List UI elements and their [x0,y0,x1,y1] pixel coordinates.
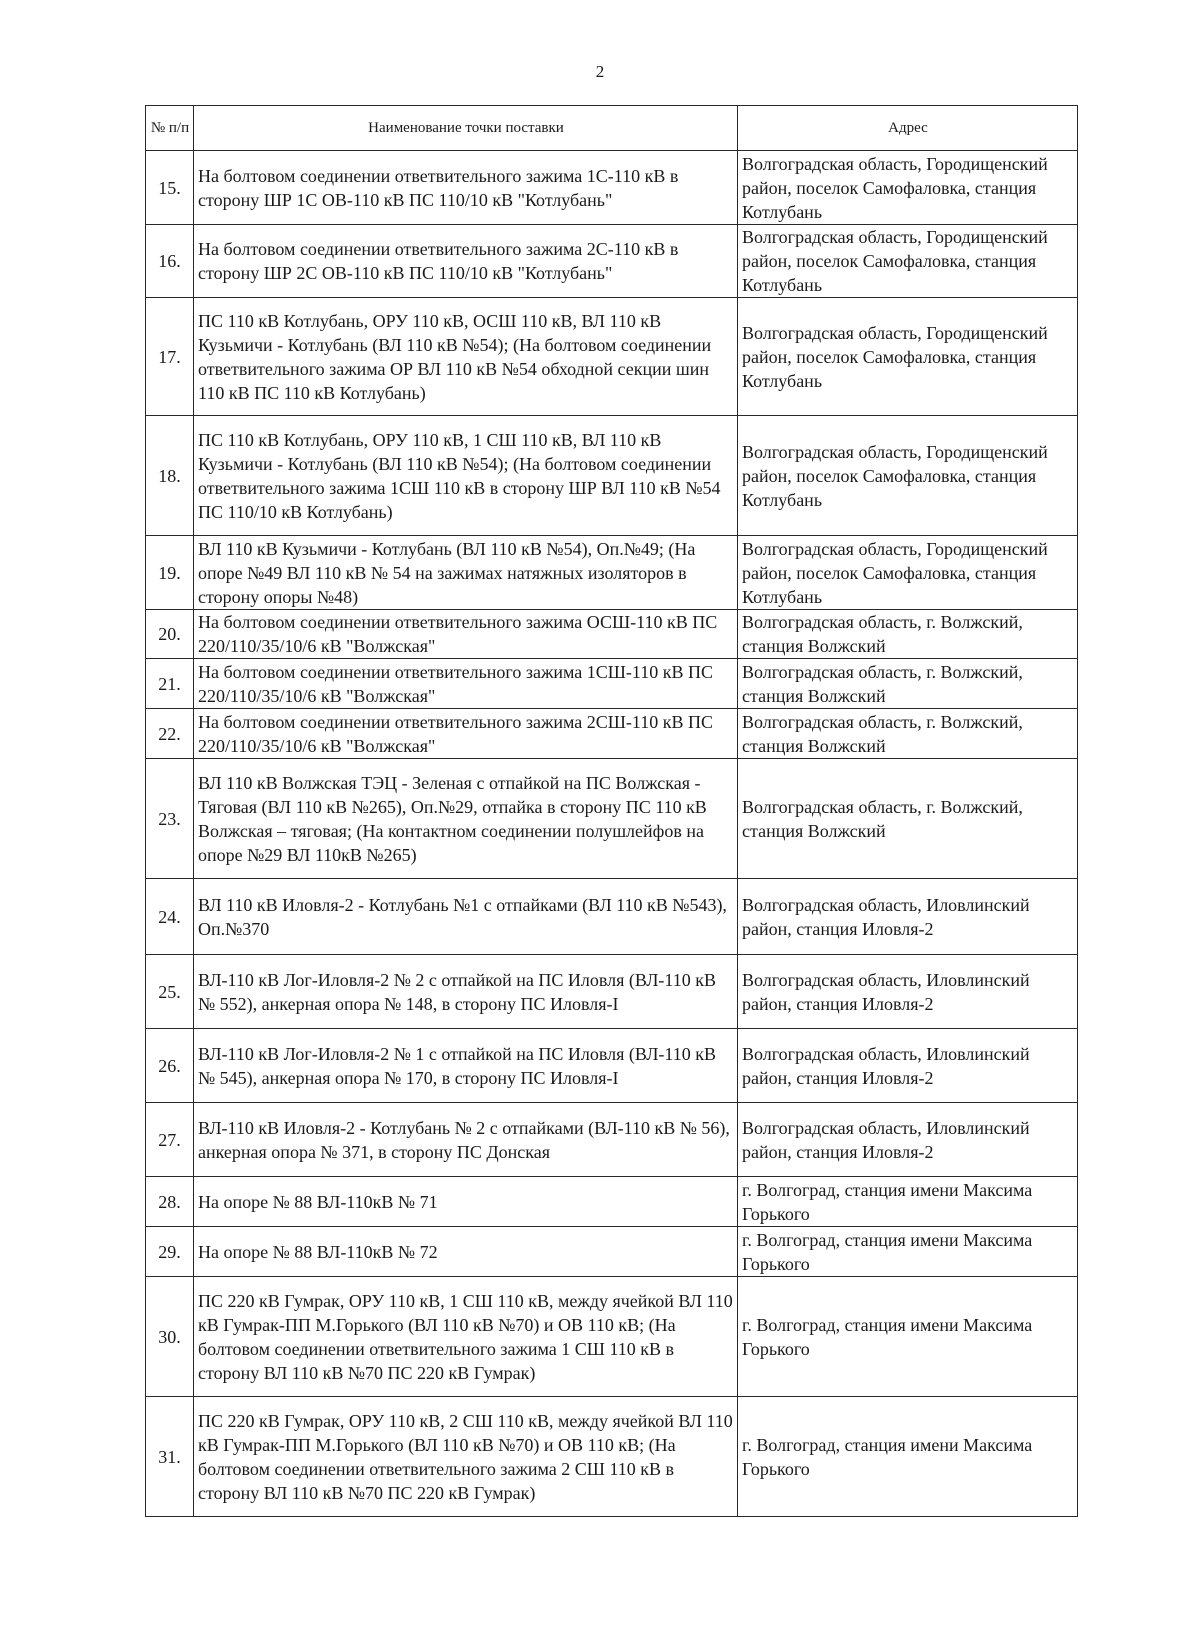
row-address: Волгоградская область, Городищенский район, поселок Самофаловка, станция Котлубань [738,536,1078,610]
row-name: ВЛ 110 кВ Кузьмичи - Котлубань (ВЛ 110 кВ №54), Оп.№49; (На опоре №49 ВЛ 110 кВ № 54 на зажимах натяжных изоляторов в сторону опоры №48) [194,536,738,610]
row-address: Волгоградская область, Иловлинский район, станция Иловля-2 [738,955,1078,1029]
row-number: 27. [146,1103,194,1177]
row-number: 22. [146,709,194,759]
row-name: ПС 220 кВ Гумрак, ОРУ 110 кВ, 1 СШ 110 кВ, между ячейкой ВЛ 110 кВ Гумрак-ПП М.Горького (ВЛ 110 кВ №70) и ОВ 110 кВ; (На болтовом соединении ответвительного зажима 1 СШ 110 кВ в сторону ВЛ 110 кВ №70 ПС 220 кВ Гумрак) [194,1277,738,1397]
row-address: Волгоградская область, Городищенский район, поселок Самофаловка, станция Котлубань [738,225,1078,298]
header-address: Адрес [738,106,1078,151]
table-row [146,1277,1078,1397]
row-name: ВЛ 110 кВ Иловля-2 - Котлубань №1 с отпайками (ВЛ 110 кВ №543), Оп.№370 [194,879,738,955]
row-name: ПС 220 кВ Гумрак, ОРУ 110 кВ, 2 СШ 110 кВ, между ячейкой ВЛ 110 кВ Гумрак-ПП М.Горького (ВЛ 110 кВ №70) и ОВ 110 кВ; (На болтовом соединении ответвительного зажима 2 СШ 110 кВ в сторону ВЛ 110 кВ №70 ПС 220 кВ Гумрак) [194,1397,738,1517]
table-row [146,1397,1078,1517]
row-number: 20. [146,610,194,659]
row-address: г. Волгоград, станция имени Максима Горького [738,1277,1078,1397]
row-number: 21. [146,659,194,709]
row-number: 17. [146,298,194,416]
row-name: На опоре № 88 ВЛ-110кВ № 71 [194,1177,738,1227]
supply-points-table [145,105,1078,1517]
row-name: На болтовом соединении ответвительного зажима ОСШ-110 кВ ПС 220/110/35/10/6 кВ "Волжская" [194,610,738,659]
row-address: Волгоградская область, г. Волжский, станция Волжский [738,759,1078,879]
row-address: Волгоградская область, г. Волжский, станция Волжский [738,610,1078,659]
row-address: Волгоградская область, Иловлинский район, станция Иловля-2 [738,1103,1078,1177]
table-row [146,416,1078,536]
row-number: 29. [146,1227,194,1277]
row-address: Волгоградская область, Иловлинский район, станция Иловля-2 [738,879,1078,955]
row-number: 30. [146,1277,194,1397]
header-name: Наименование точки поставки [194,106,738,151]
table-row [146,610,1078,659]
row-number: 19. [146,536,194,610]
row-name: На болтовом соединении ответвительного зажима 2СШ-110 кВ ПС 220/110/35/10/6 кВ "Волжская" [194,709,738,759]
table-row [146,955,1078,1029]
row-number: 15. [146,151,194,225]
row-name: На болтовом соединении ответвительного зажима 1С-110 кВ в сторону ШР 1С ОВ-110 кВ ПС 110/10 кВ "Котлубань" [194,151,738,225]
row-address: г. Волгоград, станция имени Максима Горького [738,1397,1078,1517]
table-row [146,1227,1078,1277]
row-number: 18. [146,416,194,536]
table-row [146,759,1078,879]
table-row [146,536,1078,610]
table-row [146,1103,1078,1177]
row-address: Волгоградская область, Городищенский район, поселок Самофаловка, станция Котлубань [738,151,1078,225]
row-address: Волгоградская область, г. Волжский, станция Волжский [738,659,1078,709]
row-address: Волгоградская область, Городищенский район, поселок Самофаловка, станция Котлубань [738,416,1078,536]
table-row [146,1029,1078,1103]
row-number: 16. [146,225,194,298]
table-row [146,709,1078,759]
table-row [146,879,1078,955]
row-name: ВЛ-110 кВ Иловля-2 - Котлубань № 2 с отпайками (ВЛ-110 кВ № 56), анкерная опора № 371, в сторону ПС Донская [194,1103,738,1177]
page-number: 2 [595,62,605,81]
row-number: 25. [146,955,194,1029]
row-name: ПС 110 кВ Котлубань, ОРУ 110 кВ, 1 СШ 110 кВ, ВЛ 110 кВ Кузьмичи - Котлубань (ВЛ 110 кВ №54); (На болтовом соединении ответвительного зажима 1СШ 110 кВ в сторону ШР ВЛ 110 кВ №54 ПС 110/10 кВ Котлубань) [194,416,738,536]
row-name: ПС 110 кВ Котлубань, ОРУ 110 кВ, ОСШ 110 кВ, ВЛ 110 кВ Кузьмичи - Котлубань (ВЛ 110 кВ №54); (На болтовом соединении ответвительного зажима ОР ВЛ 110 кВ №54 обходной секции шин 110 кВ ПС 110 кВ Котлубань) [194,298,738,416]
table-row [146,1177,1078,1227]
header-number: № п/п [146,106,194,151]
row-number: 24. [146,879,194,955]
row-number: 28. [146,1177,194,1227]
table-row [146,151,1078,225]
row-address: Волгоградская область, Городищенский район, поселок Самофаловка, станция Котлубань [738,298,1078,416]
table-row [146,298,1078,416]
row-name: На болтовом соединении ответвительного зажима 2С-110 кВ в сторону ШР 2С ОВ-110 кВ ПС 110/10 кВ "Котлубань" [194,225,738,298]
row-name: На болтовом соединении ответвительного зажима 1СШ-110 кВ ПС 220/110/35/10/6 кВ "Волжская" [194,659,738,709]
row-number: 26. [146,1029,194,1103]
row-number: 31. [146,1397,194,1517]
table-header-row [146,106,1078,151]
row-name: На опоре № 88 ВЛ-110кВ № 72 [194,1227,738,1277]
table-row [146,225,1078,298]
row-name: ВЛ-110 кВ Лог-Иловля-2 № 1 с отпайкой на ПС Иловля (ВЛ-110 кВ № 545), анкерная опора № 170, в сторону ПС Иловля-I [194,1029,738,1103]
row-address: Волгоградская область, г. Волжский, станция Волжский [738,709,1078,759]
row-number: 23. [146,759,194,879]
row-address: г. Волгоград, станция имени Максима Горького [738,1227,1078,1277]
row-name: ВЛ 110 кВ Волжская ТЭЦ - Зеленая с отпайкой на ПС Волжская - Тяговая (ВЛ 110 кВ №265), Оп.№29, отпайка в сторону ПС 110 кВ Волжская – тяговая; (На контактном соединении полушлейфов на опоре №29 ВЛ 110кВ №265) [194,759,738,879]
row-address: г. Волгоград, станция имени Максима Горького [738,1177,1078,1227]
row-name: ВЛ-110 кВ Лог-Иловля-2 № 2 с отпайкой на ПС Иловля (ВЛ-110 кВ № 552), анкерная опора № 148, в сторону ПС Иловля-I [194,955,738,1029]
table-row [146,659,1078,709]
row-address: Волгоградская область, Иловлинский район, станция Иловля-2 [738,1029,1078,1103]
